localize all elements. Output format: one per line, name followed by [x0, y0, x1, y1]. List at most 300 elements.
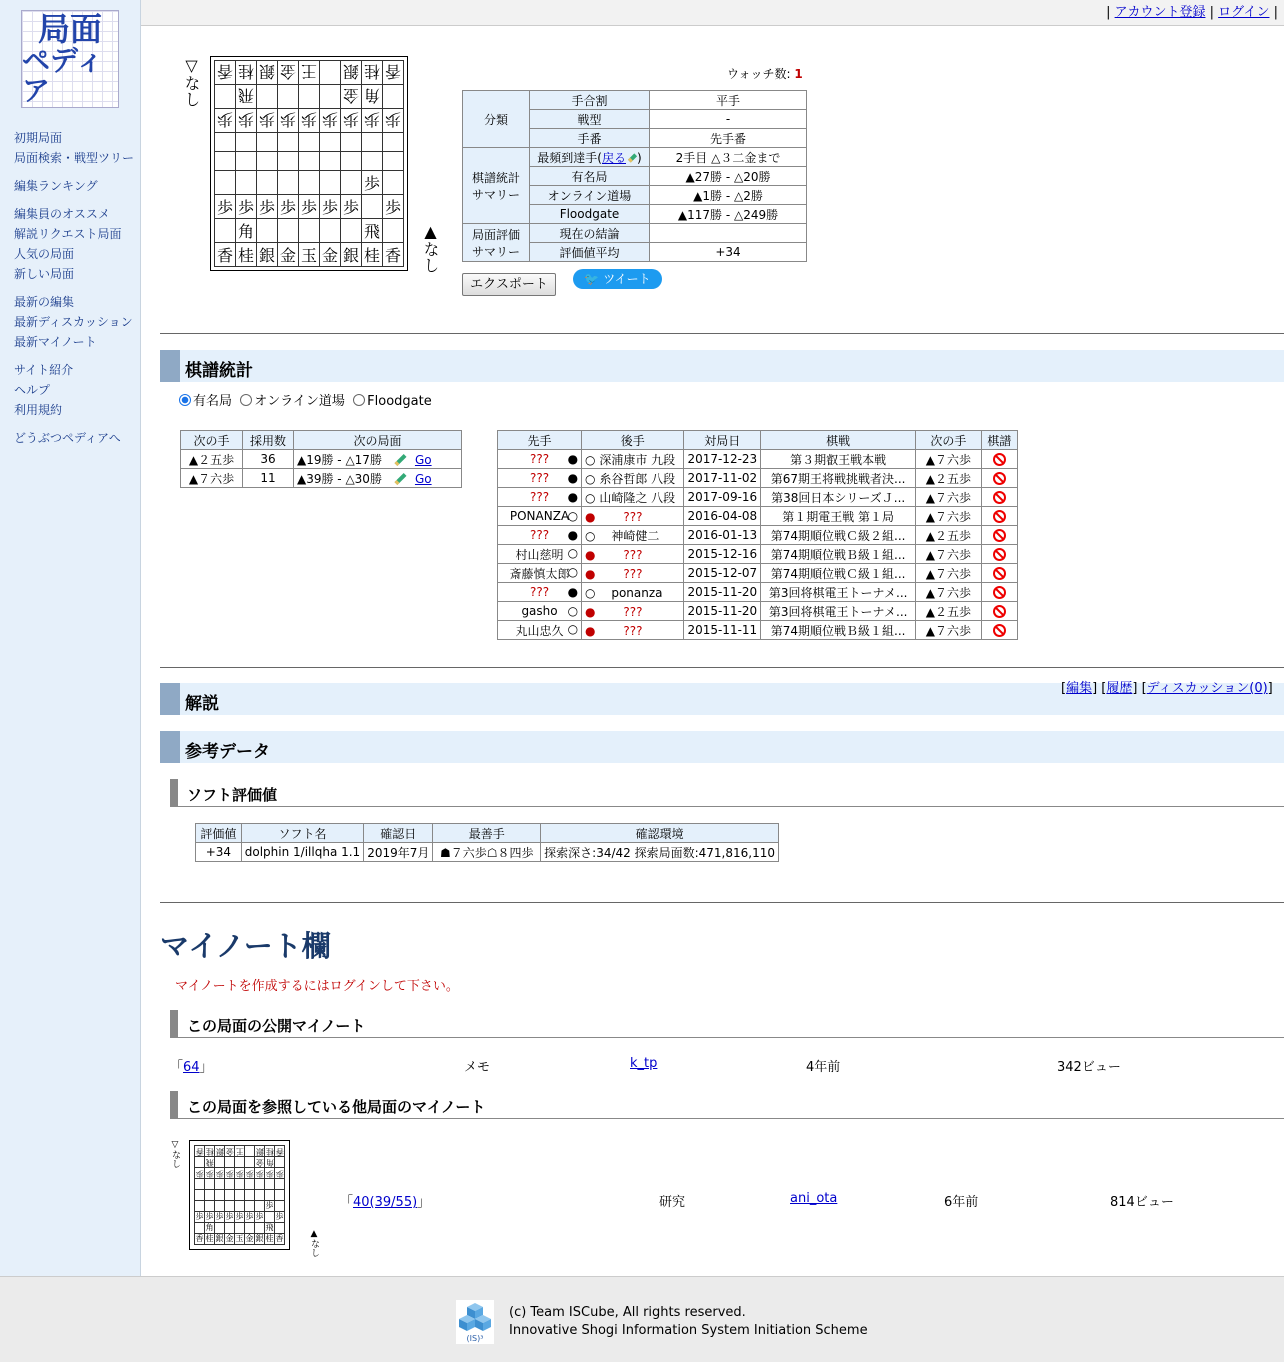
radio-label: オンライン道場: [254, 394, 345, 409]
shogi-piece: 王: [235, 1147, 244, 1156]
board-square[interactable]: [278, 171, 299, 195]
board-square[interactable]: [383, 61, 404, 85]
note-link[interactable]: 40(39/55): [353, 1195, 418, 1210]
board-square[interactable]: [225, 1190, 235, 1201]
shogi-piece: 角: [265, 1158, 274, 1167]
shogi-piece: 銀: [342, 246, 359, 265]
board-square[interactable]: [275, 1212, 285, 1223]
board-square[interactable]: [215, 61, 236, 85]
board-square[interactable]: [341, 171, 362, 195]
shogi-piece: 銀: [342, 62, 359, 81]
board-square[interactable]: [362, 85, 383, 109]
board-square[interactable]: [225, 1234, 235, 1245]
nav-latest-mynotes[interactable]: 最新マイノート: [14, 335, 97, 349]
tweet-button[interactable]: [573, 269, 662, 289]
board-square[interactable]: [341, 243, 362, 267]
board-square[interactable]: [195, 1212, 205, 1223]
board-square[interactable]: [278, 133, 299, 152]
board-square[interactable]: [275, 1223, 285, 1234]
sente-player: [498, 469, 582, 488]
board-square[interactable]: [205, 1212, 215, 1223]
board-square[interactable]: [278, 85, 299, 109]
board-square[interactable]: [275, 1179, 285, 1190]
board-square[interactable]: [215, 109, 236, 133]
board-square[interactable]: [383, 243, 404, 267]
board-square[interactable]: [265, 1234, 275, 1245]
board-square[interactable]: [245, 1201, 255, 1212]
board-square[interactable]: [245, 1146, 255, 1157]
board-square[interactable]: [320, 152, 341, 171]
table-row: [498, 621, 1018, 640]
board-square[interactable]: [299, 85, 320, 109]
kifu-cell: [981, 450, 1017, 469]
subsection-title: この局面を参照している他局面のマイノート: [187, 1098, 486, 1116]
radio-famous[interactable]: [179, 394, 232, 409]
shogi-piece: 桂: [363, 62, 380, 81]
board-square[interactable]: [225, 1179, 235, 1190]
board-square[interactable]: [341, 195, 362, 219]
board-rank: [195, 1223, 285, 1234]
board-square[interactable]: [235, 1201, 245, 1212]
board-square[interactable]: [215, 152, 236, 171]
board-square[interactable]: [362, 109, 383, 133]
board-square[interactable]: [320, 85, 341, 109]
board-square[interactable]: [362, 152, 383, 171]
board-square[interactable]: [236, 133, 257, 152]
radio-label: 有名局: [193, 394, 233, 409]
no-kifu-icon[interactable]: [993, 567, 1006, 580]
board-square[interactable]: [299, 171, 320, 195]
board-square[interactable]: [257, 85, 278, 109]
board-square[interactable]: [215, 1157, 225, 1168]
board-square[interactable]: [255, 1223, 265, 1234]
shogi-piece: 桂: [265, 1147, 274, 1156]
logo-caption: (IS)³: [466, 1334, 484, 1343]
board-square[interactable]: [205, 1146, 215, 1157]
info-label: 手番: [530, 129, 650, 148]
board-square[interactable]: [265, 1146, 275, 1157]
board-square[interactable]: [195, 1223, 205, 1234]
shogi-piece: 歩: [195, 1169, 204, 1178]
board-square[interactable]: [265, 1157, 275, 1168]
no-kifu-icon[interactable]: [993, 548, 1006, 561]
soft-name: dolphin 1/illqha 1.1: [241, 843, 363, 862]
board-square[interactable]: [278, 219, 299, 243]
board-square[interactable]: [320, 133, 341, 152]
board-square[interactable]: [245, 1179, 255, 1190]
watch-number: 1: [794, 67, 803, 81]
board-square[interactable]: [235, 1223, 245, 1234]
shogi-piece: 玉: [235, 1234, 244, 1243]
user-link[interactable]: ani_ota: [790, 1191, 838, 1206]
radio-circle[interactable]: [353, 394, 365, 406]
shogi-piece: 歩: [225, 1169, 234, 1178]
no-kifu-icon[interactable]: [993, 491, 1006, 504]
board-square[interactable]: [257, 109, 278, 133]
board-square[interactable]: [195, 1234, 205, 1245]
board-square[interactable]: [362, 219, 383, 243]
nav-help[interactable]: ヘルプ: [14, 383, 51, 397]
board-square[interactable]: [275, 1201, 285, 1212]
board-square[interactable]: [320, 171, 341, 195]
board-square[interactable]: [265, 1223, 275, 1234]
nav-latest-discussions[interactable]: 最新ディスカッション: [14, 315, 133, 329]
shogi-piece: 歩: [275, 1169, 284, 1178]
board-square[interactable]: [265, 1168, 275, 1179]
nav-edit-ranking[interactable]: 編集ランキング: [14, 179, 98, 193]
board-square[interactable]: [383, 219, 404, 243]
board-square[interactable]: [320, 243, 341, 267]
nav-search-tree[interactable]: 局面検索・戦型ツリー: [14, 151, 135, 165]
board-square[interactable]: [383, 109, 404, 133]
board-square[interactable]: [299, 61, 320, 85]
board-square[interactable]: [215, 1179, 225, 1190]
board-square[interactable]: [299, 243, 320, 267]
go-link[interactable]: Go: [414, 471, 432, 486]
board-square[interactable]: [195, 1179, 205, 1190]
shogi-piece: 歩: [258, 110, 275, 129]
discussion-link[interactable]: ディスカッション(0): [1146, 681, 1268, 696]
edit-link[interactable]: 編集: [1066, 681, 1093, 696]
no-kifu-icon[interactable]: [993, 624, 1006, 637]
board-square[interactable]: [235, 1190, 245, 1201]
board-square[interactable]: [215, 219, 236, 243]
board-square[interactable]: [245, 1157, 255, 1168]
board-square[interactable]: [299, 219, 320, 243]
no-kifu-icon[interactable]: [993, 453, 1006, 466]
board-square[interactable]: [362, 133, 383, 152]
info-label: オンライン道場: [530, 186, 650, 205]
info-value: ▲27勝 - △20勝: [650, 167, 807, 186]
board-square[interactable]: [362, 61, 383, 85]
board-square[interactable]: [236, 109, 257, 133]
board-square[interactable]: [265, 1179, 275, 1190]
board-square[interactable]: [215, 1201, 225, 1212]
board-square[interactable]: [205, 1157, 215, 1168]
board-square[interactable]: [341, 109, 362, 133]
board-square[interactable]: [195, 1146, 205, 1157]
login-link[interactable]: ログイン: [1218, 5, 1270, 20]
shogi-board[interactable]: [210, 56, 408, 271]
board-square[interactable]: [225, 1212, 235, 1223]
board-square[interactable]: [383, 133, 404, 152]
board-square[interactable]: [255, 1179, 265, 1190]
board-square[interactable]: [255, 1190, 265, 1201]
nav-group-2: [14, 176, 98, 196]
board-square[interactable]: [341, 85, 362, 109]
info-label: 戦型: [530, 110, 650, 129]
board-square[interactable]: [235, 1157, 245, 1168]
nav-terms[interactable]: 利用規約: [14, 403, 63, 417]
info-value: [650, 224, 807, 243]
board-square[interactable]: [245, 1190, 255, 1201]
board-square[interactable]: [383, 171, 404, 195]
board-square[interactable]: [257, 243, 278, 267]
board-square[interactable]: [195, 1190, 205, 1201]
board-square[interactable]: [320, 61, 341, 85]
board-square[interactable]: [265, 1190, 275, 1201]
board-square[interactable]: [320, 219, 341, 243]
nav-about[interactable]: サイト紹介: [14, 363, 74, 377]
board-square[interactable]: [383, 152, 404, 171]
nav-doubutsu[interactable]: どうぶつペディアへ: [14, 431, 121, 445]
board-square[interactable]: [235, 1212, 245, 1223]
board-square[interactable]: [299, 195, 320, 219]
game-date: 2015-11-20: [684, 583, 761, 602]
subsection-title: この局面の公開マイノート: [187, 1017, 366, 1035]
board-square[interactable]: [257, 133, 278, 152]
board-square[interactable]: [235, 1179, 245, 1190]
board-square[interactable]: [257, 171, 278, 195]
player-name: 村山慈明: [515, 547, 564, 562]
nav-editor-picks[interactable]: 編集員のオススメ: [14, 207, 110, 221]
board-square[interactable]: [255, 1234, 265, 1245]
board-rank: [215, 109, 404, 133]
no-kifu-icon[interactable]: [993, 510, 1006, 523]
subsection-title: ソフト評価値: [187, 786, 278, 804]
gote-player: ● ???: [582, 545, 684, 564]
board-square[interactable]: [299, 109, 320, 133]
board-square[interactable]: [278, 61, 299, 85]
col-header: 次の手: [181, 431, 243, 450]
board-square[interactable]: [195, 1168, 205, 1179]
board-square[interactable]: [236, 85, 257, 109]
topbar-sep: |: [1106, 5, 1115, 20]
board-square[interactable]: [255, 1157, 265, 1168]
board-square[interactable]: [215, 171, 236, 195]
soft-date: 2019年7月: [364, 843, 433, 862]
note-title: [170, 1056, 213, 1075]
shogi-piece: 香: [275, 1147, 284, 1156]
board-square[interactable]: [225, 1146, 235, 1157]
shogi-piece: 歩: [384, 110, 401, 129]
sente-player: [498, 602, 582, 621]
board-square[interactable]: [265, 1212, 275, 1223]
shogi-piece: 桂: [265, 1234, 274, 1243]
note-link[interactable]: 64: [183, 1060, 200, 1075]
logo-line1: 局面: [37, 9, 102, 48]
board-square[interactable]: [278, 243, 299, 267]
history-link[interactable]: 履歴: [1106, 681, 1133, 696]
board-square[interactable]: [255, 1146, 265, 1157]
board-square[interactable]: [215, 85, 236, 109]
info-value: -: [650, 110, 807, 129]
site-logo[interactable]: [21, 10, 119, 108]
kifu-cell: [981, 488, 1017, 507]
board-square[interactable]: [362, 171, 383, 195]
table-row: [498, 450, 1018, 469]
back-link[interactable]: 戻る: [601, 150, 626, 165]
board-square[interactable]: [255, 1201, 265, 1212]
board-square[interactable]: [341, 61, 362, 85]
board-square[interactable]: [257, 152, 278, 171]
result-mark: ○: [567, 509, 579, 523]
game-date: 2015-11-11: [684, 621, 761, 640]
nav-latest-edits[interactable]: 最新の編集: [14, 295, 75, 309]
nav-explain-requests[interactable]: 解説リクエスト局面: [14, 227, 122, 241]
next-move: ▲７六歩: [916, 507, 981, 526]
radio-online[interactable]: [240, 394, 345, 409]
col-header: 評価値: [196, 824, 242, 843]
board-square[interactable]: [225, 1168, 235, 1179]
tournament: 第3回将棋電王トーナメ...: [761, 583, 916, 602]
shogi-piece: 金: [342, 86, 359, 105]
board-square[interactable]: [275, 1146, 285, 1157]
board-square[interactable]: [245, 1234, 255, 1245]
board-square[interactable]: [236, 243, 257, 267]
board-square[interactable]: [205, 1190, 215, 1201]
kifu-cell: [981, 583, 1017, 602]
go-link[interactable]: Go: [414, 452, 432, 467]
board-square[interactable]: [215, 243, 236, 267]
board-square[interactable]: [236, 195, 257, 219]
board-square[interactable]: [341, 219, 362, 243]
board-square[interactable]: [255, 1168, 265, 1179]
board-square[interactable]: [205, 1168, 215, 1179]
board-square[interactable]: [195, 1201, 205, 1212]
no-kifu-icon[interactable]: [993, 605, 1006, 618]
shogi-piece: 桂: [237, 62, 254, 81]
board-square[interactable]: [205, 1234, 215, 1245]
board-square[interactable]: [278, 195, 299, 219]
board-square[interactable]: [255, 1212, 265, 1223]
board-square[interactable]: [215, 1223, 225, 1234]
board-square[interactable]: [245, 1168, 255, 1179]
board-square[interactable]: [341, 133, 362, 152]
bracket: 」: [417, 1195, 431, 1210]
nav-initial-position[interactable]: 初期局面: [14, 131, 63, 145]
no-kifu-icon[interactable]: [993, 472, 1006, 485]
watch-count: [727, 65, 803, 82]
board-square[interactable]: [275, 1157, 285, 1168]
board-square[interactable]: [195, 1157, 205, 1168]
board-square[interactable]: [257, 219, 278, 243]
shogi-piece: 歩: [342, 110, 359, 129]
no-kifu-icon[interactable]: [993, 529, 1006, 542]
shogi-piece: 香: [195, 1234, 204, 1243]
board-square[interactable]: [265, 1201, 275, 1212]
board-square[interactable]: [275, 1190, 285, 1201]
gote-player: ○ ponanza: [582, 583, 684, 602]
board-square[interactable]: [299, 152, 320, 171]
board-square[interactable]: [257, 61, 278, 85]
nav-new-positions[interactable]: 新しい局面: [14, 267, 75, 281]
nav-popular[interactable]: 人気の局面: [14, 247, 75, 261]
info-label: 有名局: [530, 167, 650, 186]
shogi-piece: 金: [279, 246, 296, 265]
board-square[interactable]: [205, 1179, 215, 1190]
radio-circle[interactable]: [179, 394, 191, 406]
shogi-piece: 玉: [300, 246, 317, 265]
register-link[interactable]: アカウント登録: [1114, 5, 1206, 20]
board-square[interactable]: [245, 1223, 255, 1234]
board-square[interactable]: [205, 1201, 215, 1212]
sente-player: [498, 583, 582, 602]
board-square[interactable]: [341, 152, 362, 171]
board-square[interactable]: [215, 1190, 225, 1201]
result-text: ▲19勝 - △17勝: [296, 452, 382, 467]
games-scroll[interactable]: [497, 430, 1019, 638]
game-date: 2015-11-20: [684, 602, 761, 621]
board-square[interactable]: [236, 171, 257, 195]
player-name: ???: [529, 528, 550, 542]
export-button[interactable]: エクスポート: [462, 273, 556, 296]
next-move: ▲２五歩: [181, 450, 243, 469]
kifu-cell: [981, 526, 1017, 545]
board-square[interactable]: [225, 1223, 235, 1234]
board-square[interactable]: [236, 219, 257, 243]
board-square[interactable]: [215, 133, 236, 152]
shogi-piece: 香: [275, 1234, 284, 1243]
pencil-icon[interactable]: [394, 473, 406, 485]
shogi-piece: 歩: [216, 110, 233, 129]
board-square[interactable]: [383, 85, 404, 109]
small-shogi-board[interactable]: [189, 1140, 290, 1250]
board-square[interactable]: [215, 1168, 225, 1179]
board-square[interactable]: [362, 195, 383, 219]
board-square[interactable]: [383, 195, 404, 219]
gote-player: ○ 深浦康市 九段: [582, 450, 684, 469]
kifu-cell: [981, 621, 1017, 640]
soft-best: ☗７六歩☖８四歩: [433, 843, 541, 862]
pencil-icon[interactable]: [394, 454, 406, 466]
board-square[interactable]: [215, 1212, 225, 1223]
col-header: 次の局面: [293, 431, 461, 450]
board-square[interactable]: [299, 133, 320, 152]
nav-group-1: [14, 128, 134, 168]
board-rank: [195, 1179, 285, 1190]
board-square[interactable]: [275, 1168, 285, 1179]
result-mark: ○: [567, 545, 579, 560]
board-square[interactable]: [278, 109, 299, 133]
board-square[interactable]: [215, 1234, 225, 1245]
board-square[interactable]: [235, 1234, 245, 1245]
shogi-piece: 歩: [245, 1212, 254, 1221]
board-square[interactable]: [236, 61, 257, 85]
board-square[interactable]: [320, 195, 341, 219]
no-kifu-icon[interactable]: [993, 586, 1006, 599]
game-date: 2017-11-02: [684, 469, 761, 488]
board-square[interactable]: [215, 195, 236, 219]
board-square[interactable]: [205, 1223, 215, 1234]
board-square[interactable]: [235, 1146, 245, 1157]
topbar-sep: |: [1269, 5, 1278, 20]
shogi-piece: 香: [195, 1147, 204, 1156]
radio-circle[interactable]: [240, 394, 252, 406]
board-square[interactable]: [257, 195, 278, 219]
col-header: 棋譜: [981, 431, 1017, 450]
board-square[interactable]: [320, 109, 341, 133]
bird-icon: 🐦: [584, 272, 600, 286]
board-square[interactable]: [225, 1201, 235, 1212]
radio-floodgate[interactable]: [353, 394, 432, 409]
board-square[interactable]: [245, 1212, 255, 1223]
shogi-piece: 歩: [321, 110, 338, 129]
col-header: 次の手: [916, 431, 981, 450]
board-square[interactable]: [275, 1234, 285, 1245]
board-square[interactable]: [236, 152, 257, 171]
board-square[interactable]: [215, 1146, 225, 1157]
user-link[interactable]: k_tp: [630, 1056, 658, 1071]
shogi-piece: 歩: [279, 110, 296, 129]
board-square[interactable]: [362, 243, 383, 267]
board-square[interactable]: [225, 1157, 235, 1168]
board-square[interactable]: [235, 1168, 245, 1179]
shogi-piece: 角: [237, 222, 254, 241]
board-square[interactable]: [278, 152, 299, 171]
next-moves-table: [180, 430, 462, 488]
game-date: 2017-12-23: [684, 450, 761, 469]
